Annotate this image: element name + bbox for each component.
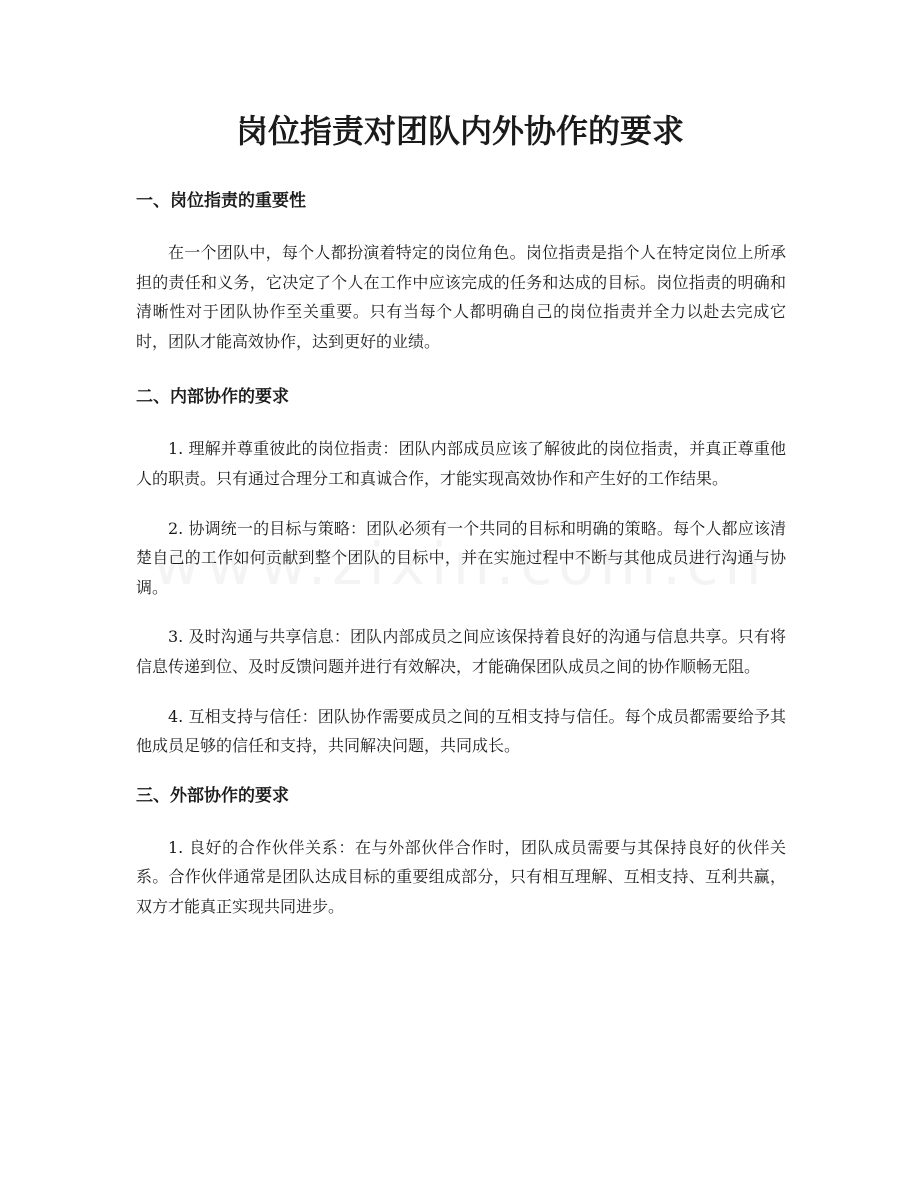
list-item-paragraph: 4. 互相支持与信任：团队协作需要成员之间的互相支持与信任。每个成员都需要给予其他成员足够的信任和支持，共同解决问题，共同成长。 [136,706,786,756]
list-item-paragraph: 1. 良好的合作伙伴关系：在与外部伙伴合作时，团队成员需要与其保持良好的伙伴关系。合作伙伴通常是团队达成目标的重要组成部分，只有相互理解、互相支持、互利共赢，双方才能真正实现共同进步。 [136,837,786,916]
section-heading-internal: 二、内部协作的要求 [136,387,289,408]
document-body [136,186,786,942]
section-heading-external: 三、外部协作的要求 [136,785,289,806]
list-item-paragraph: 2. 协调统一的目标与策略：团队必须有一个共同的目标和明确的策略。每个人都应该清楚自己的工作如何贡献到整个团队的目标中，并在实施过程中不断与其他成员进行沟通与协调。 [136,518,786,597]
list-item-paragraph: 1. 理解并尊重彼此的岗位指责：团队内部成员应该了解彼此的岗位指责，并真正尊重他人的职责。只有通过合理分工和真诚合作，才能实现高效协作和产生好的工作结果。 [136,439,786,488]
document-title: 岗位指责对团队内外协作的要求 [235,112,684,150]
list-item-paragraph: 3. 及时沟通与共享信息：团队内部成员之间应该保持着良好的沟通与信息共享。只有将信息传递到位、及时反馈问题并进行有效解决，才能确保团队成员之间的协作顺畅无阻。 [136,627,786,676]
section-heading-importance: 一、岗位指责的重要性 [136,191,306,211]
paragraph: 在一个团队中，每个人都扮演着特定的岗位角色。岗位指责是指个人在特定岗位上所承担的责任和义务，它决定了个人在工作中应该完成的任务和达成的目标。岗位指责的明确和清晰性对于团队协作至关重要。只有当每个人都明确自己的岗位指责并全力以赴去完成它时，团队才能高效协作，达到更好的业绩。 [136,243,786,351]
